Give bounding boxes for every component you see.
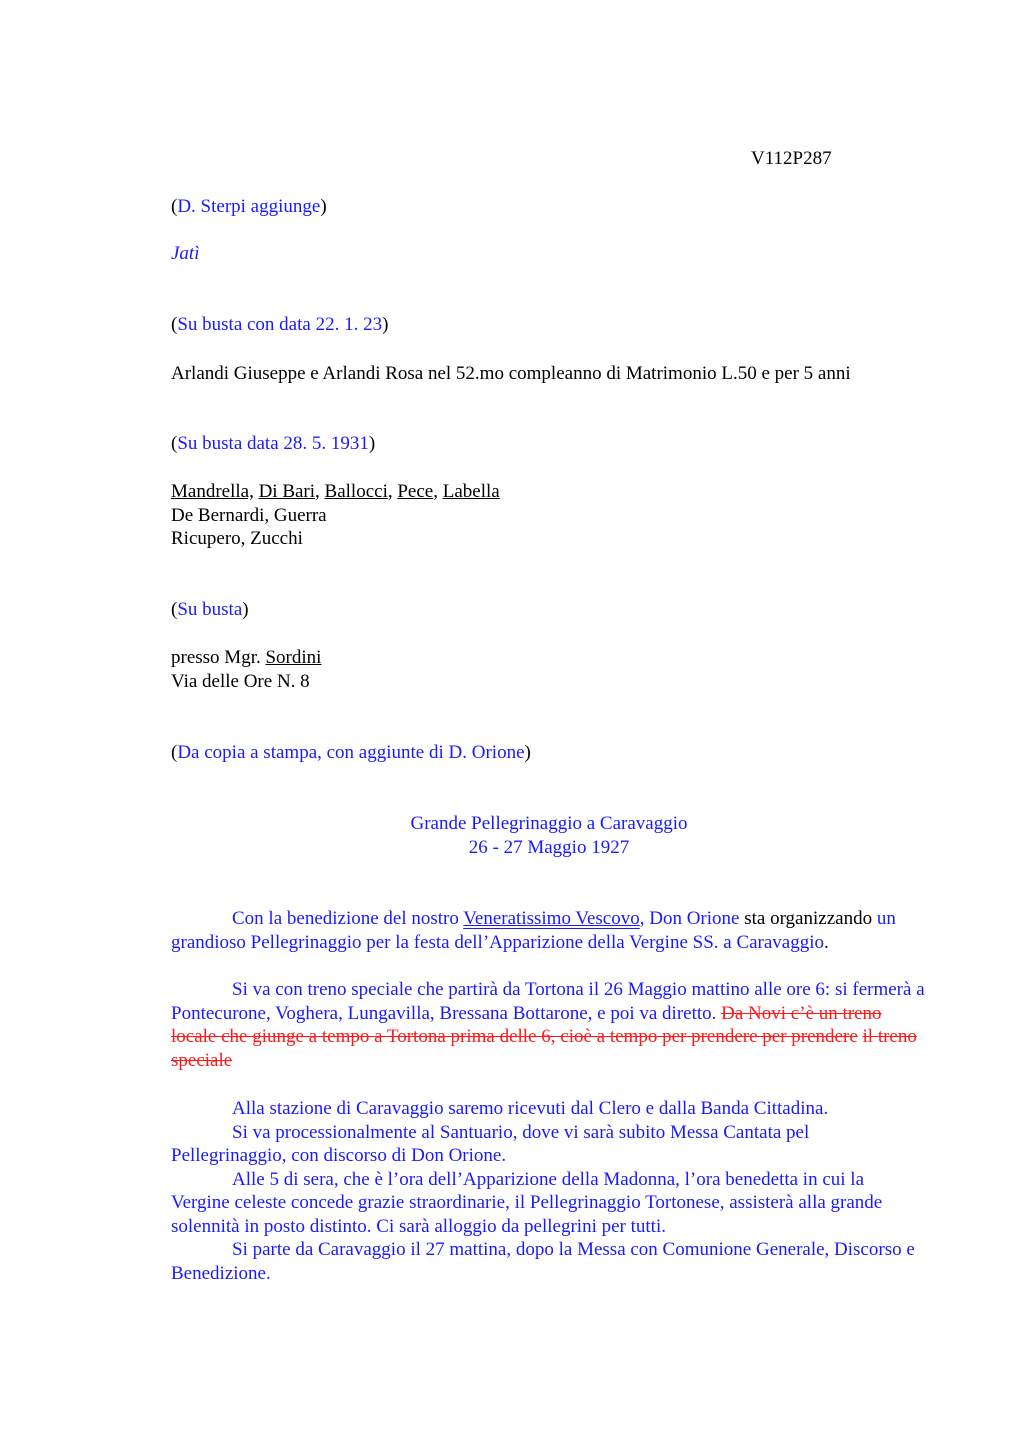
names-line-1: Mandrella, Di Bari, Ballocci, Pece, Labella — [171, 481, 500, 502]
jati-heading: Jatì — [171, 243, 200, 264]
address-block — [171, 646, 321, 693]
editorial-note-busta-1931: (Su busta data 28. 5. 1931) — [171, 433, 376, 454]
paragraph-treno: Si va con treno speciale che partirà da Tortona il 26 Maggio mattino alle ore 6: si fermerà a Pontecurone, Voghera, Lungavilla, Bressana Bottarone, e poi va diretto. Da Novi c’è un treno locale che giunge a tempo a Tortona prima delle 6, cioè a tempo per prendere per prendere il treno speciale — [171, 979, 925, 1071]
pilgrimage-title — [171, 812, 927, 859]
paragraph-benedizione: Con la benedizione del nostro Veneratissimo Vescovo, Don Orione sta organizzando un grandioso Pellegrinaggio per la festa dell’Apparizione della Vergine SS. a Caravaggio. — [171, 908, 896, 953]
editorial-note-busta: (Su busta) — [171, 599, 249, 620]
paragraph-apparizione: Alle 5 di sera, che è l’ora dell’Apparizione della Madonna, l’ora benedetta in cui la Vergine celeste concede grazie straordinarie, il Pellegrinaggio Tortonese, assisterà alla grande solennità in posto distinto. Ci sarà alloggio da pellegrini per tutti. — [171, 1168, 883, 1237]
paragraph-partenza: Si parte da Caravaggio il 27 mattina, dopo la Messa con Comunione Generale, Discorso e Benedizione. — [171, 1239, 915, 1284]
names-line-2: De Bernardi, Guerra — [171, 504, 327, 526]
deleted-text-novi: Da Novi c’è un treno locale che giunge a tempo a Tortona prima delle 6, cioè a tempo per prendere per prendere — [171, 1002, 882, 1047]
editorial-note-copia: (Da copia a stampa, con aggiunte di D. Orione) — [171, 742, 531, 763]
itinerary-block — [171, 1097, 927, 1285]
editorial-note-sterpi: (D. Sterpi aggiunge) — [171, 196, 327, 217]
title-line-2: 26 - 27 Maggio 1927 — [468, 836, 630, 858]
deleted-text-treno: il treno speciale — [171, 1026, 917, 1071]
names-list — [171, 480, 500, 551]
editorial-note-busta-1923: (Su busta con data 22. 1. 23) — [171, 314, 389, 335]
names-line-3: Ricupero, Zucchi — [171, 528, 303, 549]
title-line-1: Grande Pellegrinaggio a Caravaggio — [410, 813, 688, 834]
address-presso: presso Mgr. Sordini — [171, 647, 322, 668]
address-via: Via delle Ore N. 8 — [171, 670, 310, 692]
paragraph-stazione: Alla stazione di Caravaggio saremo ricevuti dal Clero e dalla Banda Cittadina. — [232, 1098, 829, 1119]
paragraph-santuario: Si va processionalmente al Santuario, dove vi sarà subito Messa Cantata pel Pellegrinaggio, con discorso di Don Orione. — [171, 1121, 810, 1166]
arlandi-line: Arlandi Giuseppe e Arlandi Rosa nel 52.mo compleanno di Matrimonio L.50 e per 5 anni — [171, 363, 851, 384]
page-reference: V112P287 — [751, 148, 832, 169]
